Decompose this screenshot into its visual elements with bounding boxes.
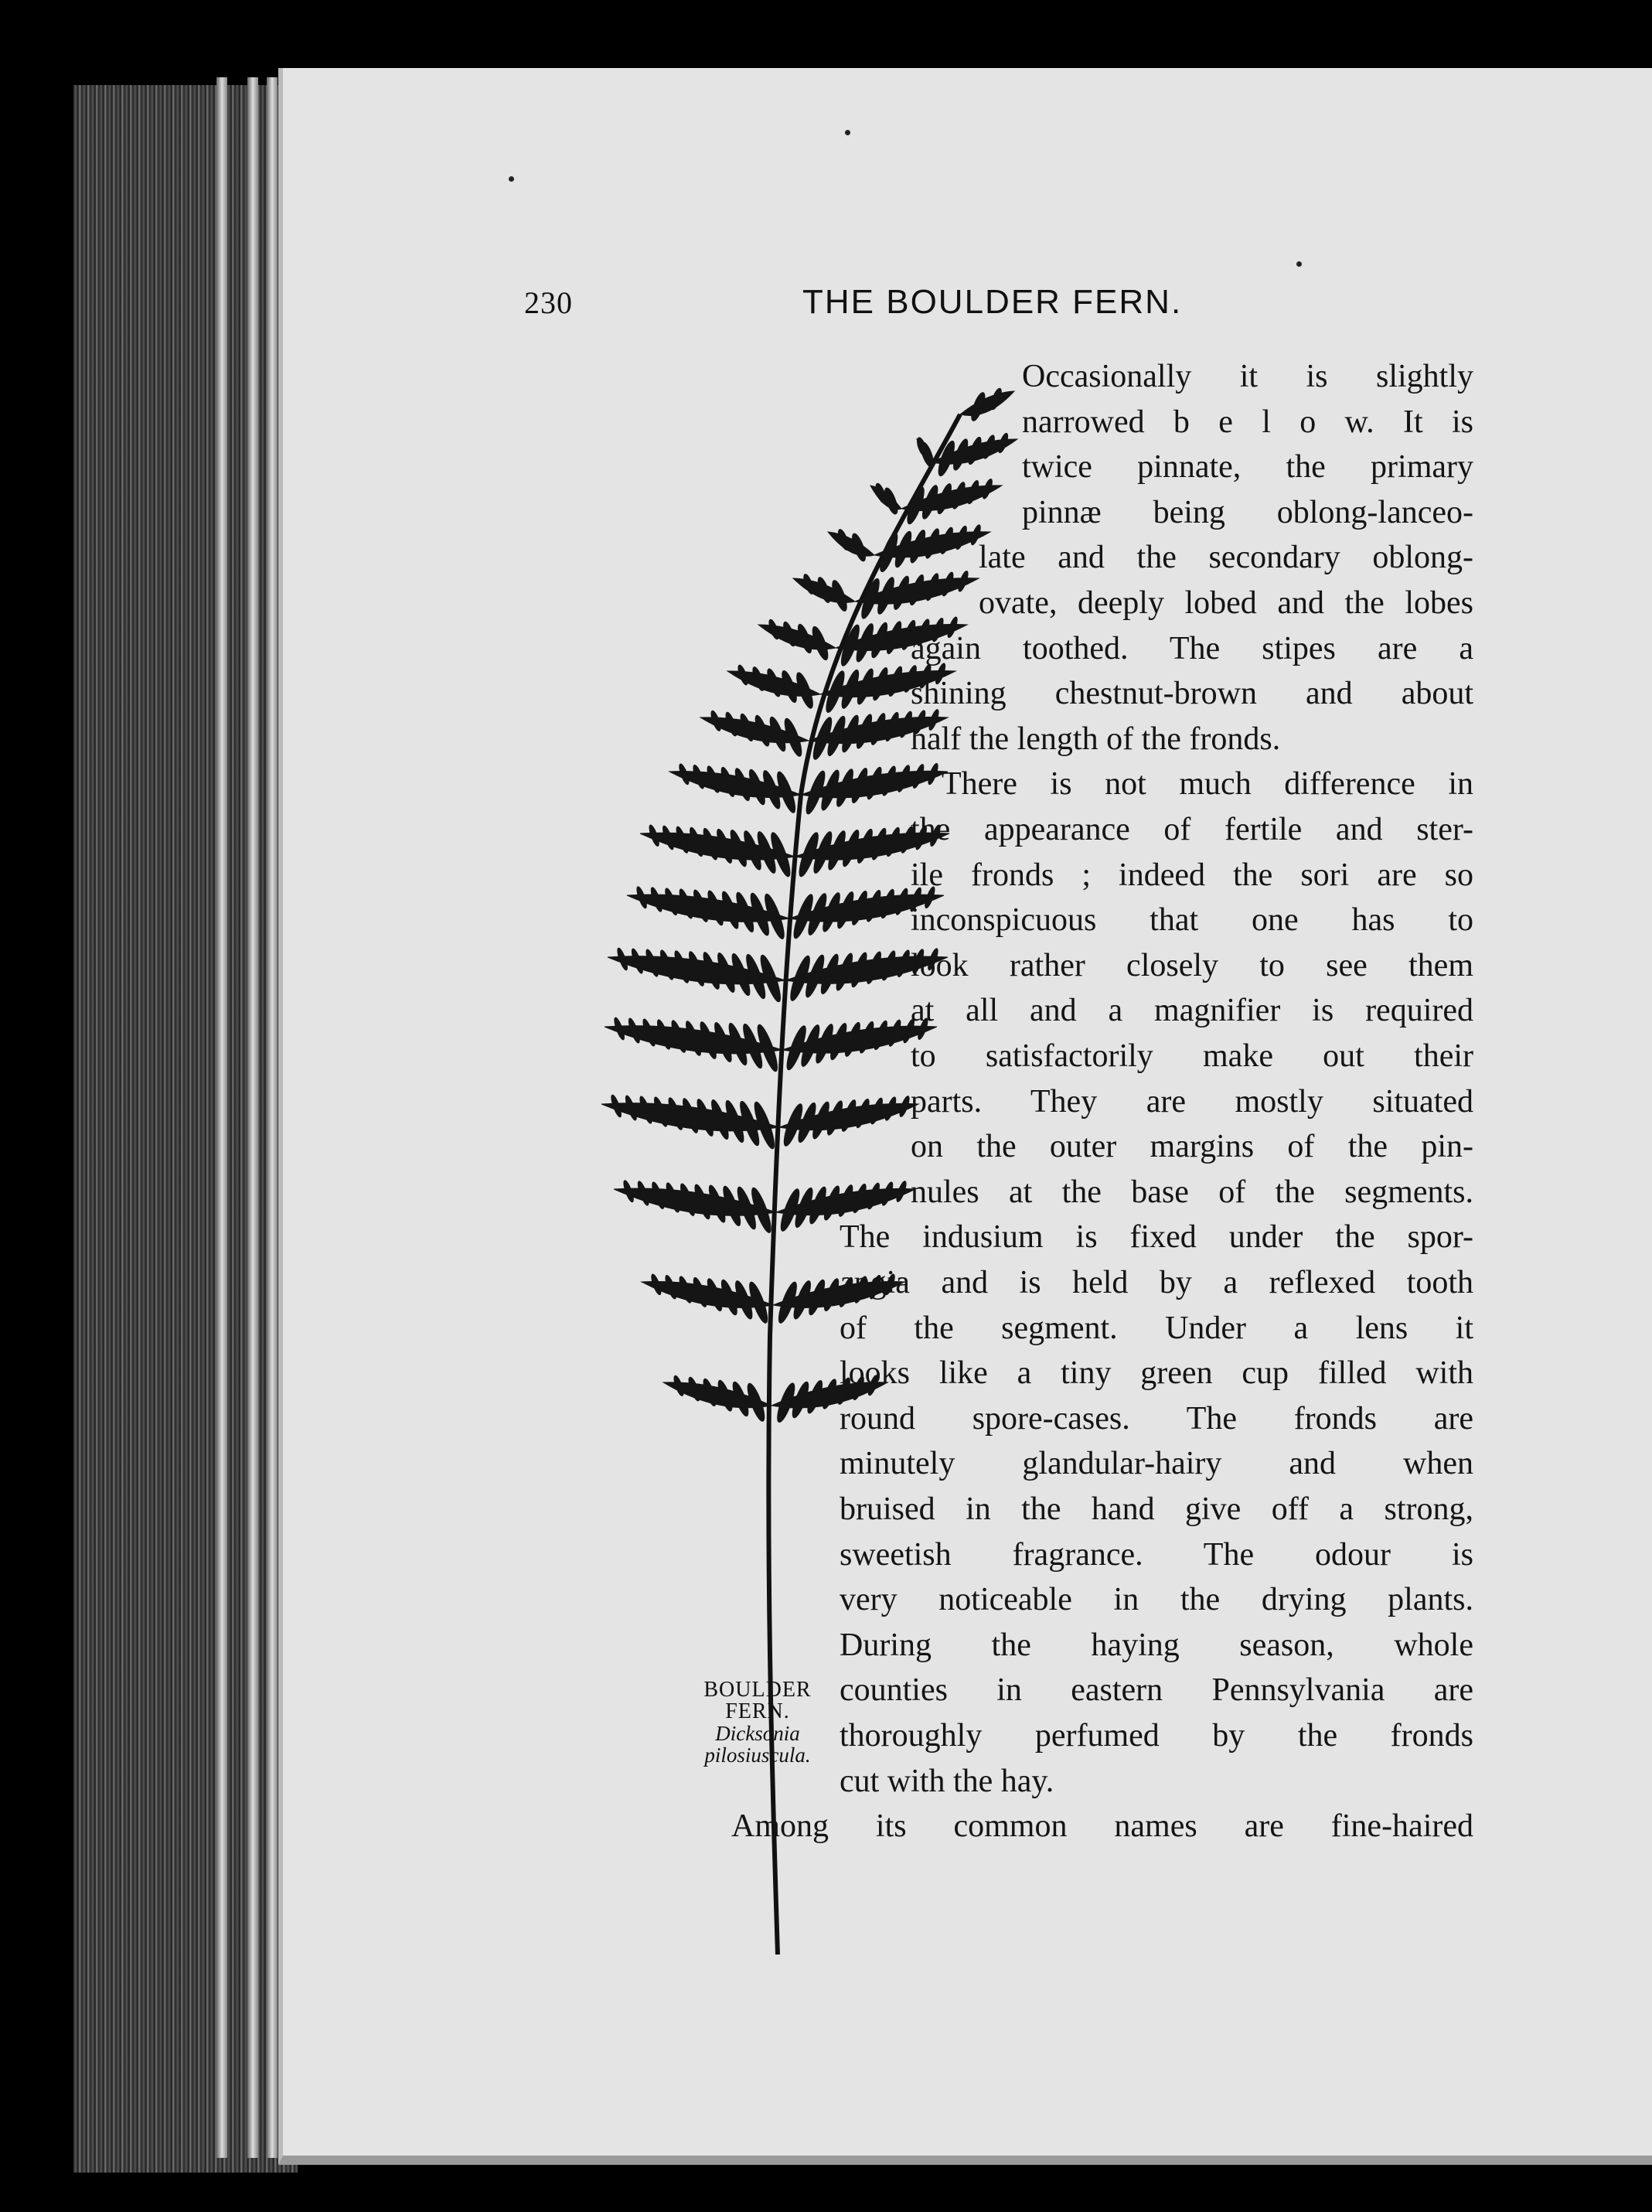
- body-text-line: cut with the hay.: [840, 1763, 1054, 1799]
- body-text-line: During the haying season, whole: [840, 1627, 1473, 1663]
- fern-pinna: [960, 391, 1014, 415]
- body-text-line: look rather closely to see them: [911, 947, 1473, 983]
- ink-speck: [845, 130, 850, 135]
- figure-caption: [688, 1679, 827, 1766]
- body-text-line: parts. They are mostly situated: [911, 1083, 1473, 1120]
- body-text-line: half the length of the fronds.: [911, 721, 1281, 757]
- body-text-line: sweetish fragrance. The odour is: [840, 1536, 1473, 1573]
- body-text-line: twice pinnate, the primary: [1022, 449, 1473, 486]
- page-edge-strip: [267, 77, 278, 2158]
- body-text-line: round spore-cases. The fronds are: [840, 1400, 1473, 1437]
- body-text-line: to satisfactorily make out their: [911, 1038, 1473, 1074]
- running-head: THE BOULDER FERN.: [802, 283, 1183, 321]
- body-text-line: nules at the base of the segments.: [911, 1174, 1473, 1210]
- body-text-line: at all and a magnifier is required: [911, 993, 1473, 1029]
- body-text-line: thoroughly perfumed by the fronds: [840, 1718, 1473, 1754]
- body-text-line: inconspicuous that one has to: [911, 902, 1473, 939]
- body-text-line: on the outer margins of the pin-: [911, 1129, 1473, 1165]
- body-text-line: pinnæ being oblong-lanceo-: [1022, 494, 1473, 530]
- book-page-edges: [73, 85, 298, 2173]
- caption-scientific-name-1: Dicksonia: [715, 1722, 800, 1745]
- body-text-line: The indusium is fixed under the spor-: [840, 1219, 1473, 1256]
- page-number: 230: [524, 285, 573, 320]
- caption-scientific-name-2: pilosiuscula.: [704, 1743, 811, 1767]
- body-text-line: narrowed b e l o w. It is: [1022, 404, 1473, 440]
- body-text-line: very noticeable in the drying plants.: [840, 1582, 1473, 1618]
- fern-pinna: [828, 532, 874, 556]
- body-text-line: shining chestnut-brown and about: [911, 676, 1473, 712]
- body-text-line: of the segment. Under a lens it: [840, 1310, 1473, 1346]
- page-edge-strip: [216, 77, 227, 2158]
- body-text-line: angia and is held by a reflexed tooth: [840, 1265, 1473, 1300]
- body-text-line: Among its common names are fine-haired: [731, 1808, 1473, 1845]
- caption-common-name-2: FERN.: [725, 1699, 790, 1723]
- body-text-line: late and the secondary oblong-: [979, 540, 1473, 576]
- body-text-line: looks like a tiny green cup filled with: [840, 1355, 1473, 1392]
- body-text-line: ovate, deeply lobed and the lobes: [979, 585, 1473, 621]
- body-text-line: the appearance of fertile and ster-: [911, 812, 1473, 847]
- page-edge-strip: [247, 77, 258, 2158]
- body-text-line: ile fronds ; indeed the sori are so: [911, 857, 1473, 893]
- ink-speck: [509, 176, 514, 182]
- ink-speck: [1296, 261, 1302, 267]
- body-text-line: counties in eastern Pennsylvania are: [840, 1672, 1473, 1709]
- body-text-line: Occasionally it is slightly: [1022, 359, 1473, 394]
- body-text-line: There is not much difference in: [942, 766, 1473, 803]
- body-text-line: again toothed. The stipes are a: [911, 630, 1473, 666]
- body-text-line: bruised in the hand give off a strong,: [840, 1491, 1473, 1527]
- caption-common-name-1: BOULDER: [703, 1678, 812, 1702]
- body-text-line: minutely glandular-hairy and when: [840, 1446, 1473, 1482]
- book-page: [278, 68, 1652, 2165]
